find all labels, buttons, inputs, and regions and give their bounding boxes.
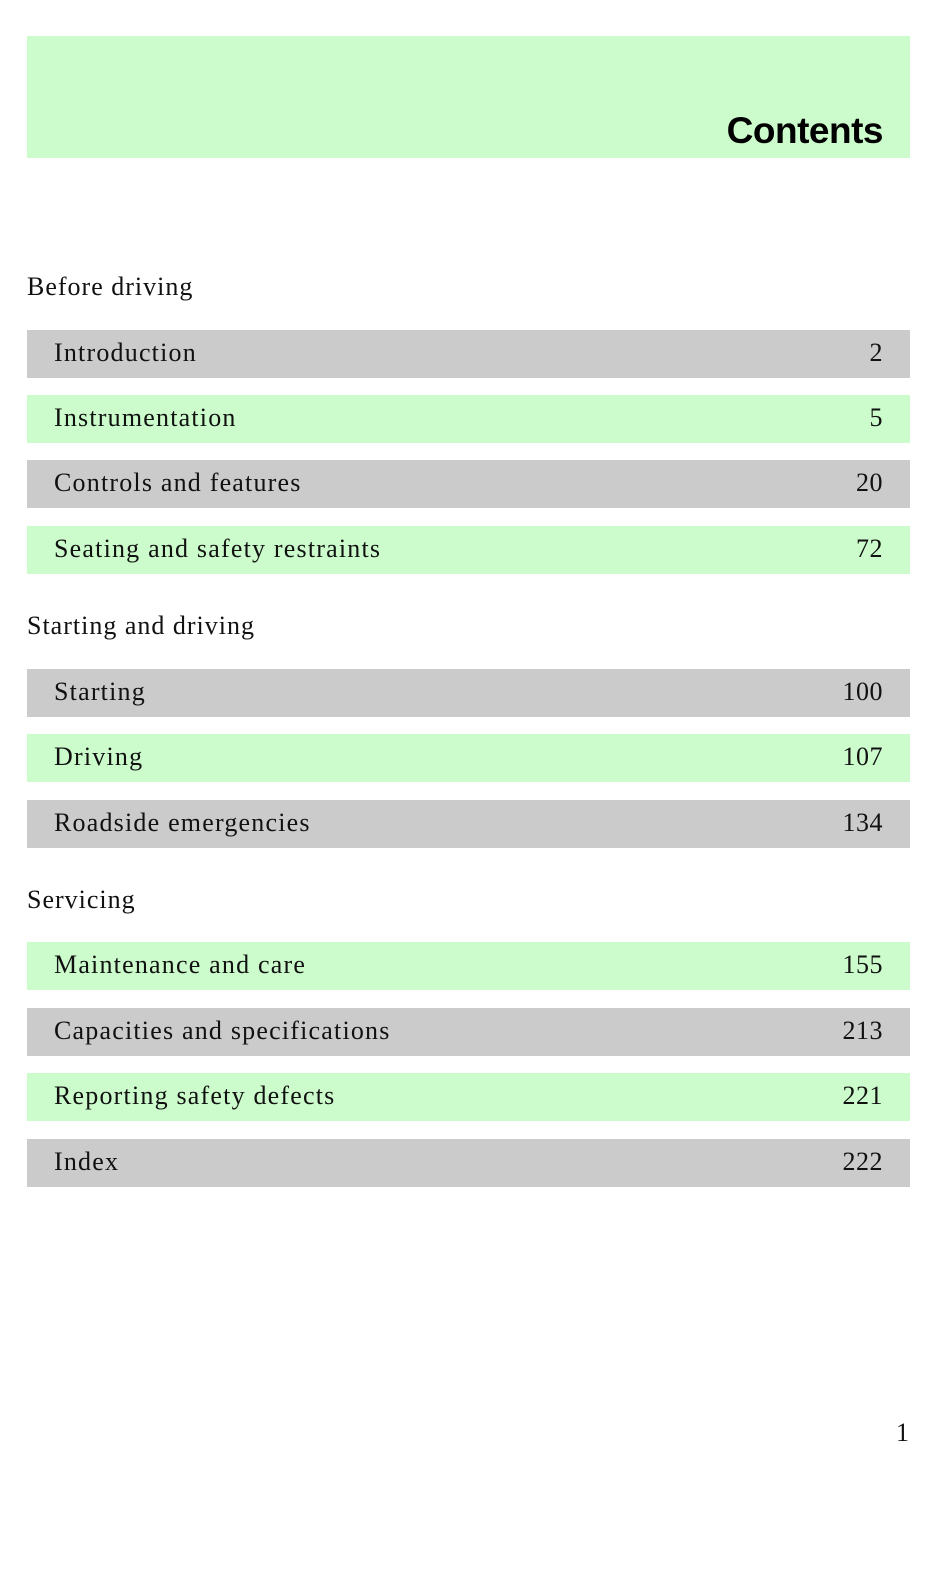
section-title-before-driving: Before driving <box>27 272 194 301</box>
toc-entry-label: Introduction <box>54 338 197 367</box>
toc-entry-seating-and-safety-restraints[interactable] <box>27 526 910 574</box>
section-title-servicing: Servicing <box>27 885 136 914</box>
toc-entry-label: Controls and features <box>54 468 302 497</box>
toc-entry-page: 221 <box>842 1081 883 1110</box>
toc-entry-page: 100 <box>842 677 883 706</box>
toc-entry-page: 2 <box>869 338 883 367</box>
toc-entry-introduction[interactable] <box>27 330 910 378</box>
toc-entry-maintenance-and-care[interactable] <box>27 942 910 990</box>
toc-entry-page: 213 <box>842 1016 883 1045</box>
page-number: 1 <box>896 1418 909 1447</box>
toc-entry-starting[interactable] <box>27 669 910 717</box>
toc-entry-page: 155 <box>842 950 883 979</box>
toc-entry-controls-and-features[interactable] <box>27 460 910 508</box>
toc-entry-page: 72 <box>856 534 883 563</box>
toc-entry-label: Reporting safety defects <box>54 1081 336 1110</box>
page-title: Contents <box>726 110 883 151</box>
contents-header <box>27 36 910 158</box>
toc-entry-label: Instrumentation <box>54 403 237 432</box>
toc-entry-roadside-emergencies[interactable] <box>27 800 910 848</box>
toc-entry-label: Driving <box>54 742 144 771</box>
toc-entry-page: 5 <box>869 403 883 432</box>
toc-entry-label: Starting <box>54 677 146 706</box>
toc-entry-label: Roadside emergencies <box>54 808 311 837</box>
section-title-starting-and-driving: Starting and driving <box>27 611 255 640</box>
toc-entry-page: 134 <box>842 808 883 837</box>
toc-entry-label: Maintenance and care <box>54 950 307 979</box>
toc-entry-page: 107 <box>842 742 883 771</box>
toc-entry-instrumentation[interactable] <box>27 395 910 443</box>
toc-entry-label: Index <box>54 1147 120 1176</box>
toc-entry-label: Seating and safety restraints <box>54 534 382 563</box>
toc-entry-page: 20 <box>856 468 883 497</box>
toc-entry-index[interactable] <box>27 1139 910 1187</box>
toc-entry-driving[interactable] <box>27 734 910 782</box>
toc-entry-label: Capacities and specifications <box>54 1016 391 1045</box>
toc-entry-capacities-and-specifications[interactable] <box>27 1008 910 1056</box>
toc-entry-page: 222 <box>842 1147 883 1176</box>
toc-entry-reporting-safety-defects[interactable] <box>27 1073 910 1121</box>
